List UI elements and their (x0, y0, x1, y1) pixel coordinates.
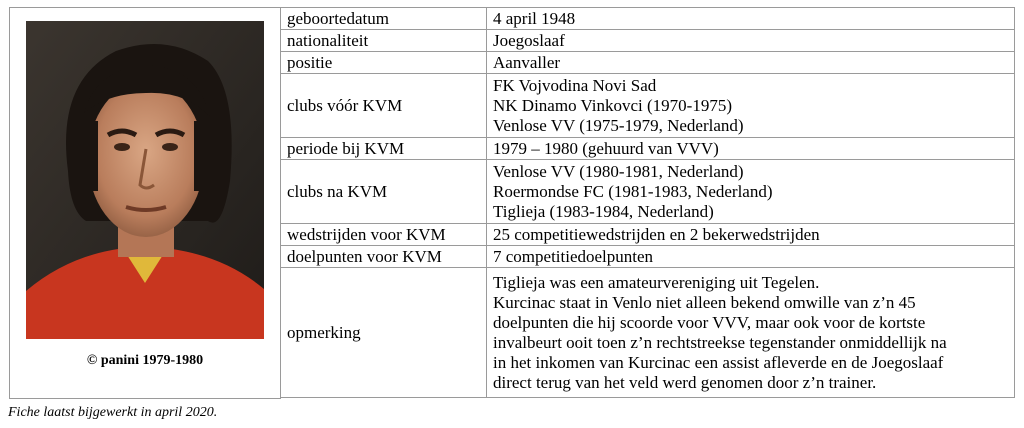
photo-credit: © panini 1979-1980 (86, 353, 204, 368)
remark-line: invalbeurt ooit toen z’n rechtstreekse tegenstander onmiddellijk na (493, 332, 947, 352)
footnote: Fiche laatst bijgewerkt in april 2020. (8, 405, 218, 420)
value-period: 1979 – 1980 (gehuurd van VVV) (487, 138, 1015, 160)
label-nationality: nationaliteit (281, 30, 487, 52)
club-after-item: Venlose VV (1980-1981, Nederland) (493, 161, 744, 181)
club-after-item: Roermondse FC (1981-1983, Nederland) (493, 181, 773, 201)
club-after-item: Tiglieja (1983-1984, Nederland) (493, 201, 714, 221)
value-remark (487, 268, 1015, 398)
photo-cell (10, 8, 281, 399)
label-matches: wedstrijden voor KVM (281, 224, 487, 246)
player-info-table (9, 7, 1015, 399)
row-birthdate (10, 8, 1015, 30)
remark-line: direct terug van het veld werd genomen door z’n trainer. (493, 372, 877, 392)
value-birthdate: 4 april 1948 (487, 8, 1015, 30)
label-clubs-after: clubs na KVM (281, 160, 487, 224)
label-remark: opmerking (281, 268, 487, 398)
value-position: Aanvaller (487, 52, 1015, 74)
remark-line: doelpunten die hij scoorde voor VVV, maar ook voor de kortste (493, 312, 926, 332)
value-matches: 25 competitiewedstrijden en 2 bekerwedstrijden (487, 224, 1015, 246)
value-clubs-before (487, 74, 1015, 138)
label-period: periode bij KVM (281, 138, 487, 160)
label-clubs-before: clubs vóór KVM (281, 74, 487, 138)
club-before-item: Venlose VV (1975-1979, Nederland) (493, 115, 744, 135)
value-goals: 7 competitiedoelpunten (487, 246, 1015, 268)
value-clubs-after (487, 160, 1015, 224)
label-goals: doelpunten voor KVM (281, 246, 487, 268)
remark-line: Tiglieja was een amateurvereniging uit Tegelen. (493, 272, 820, 292)
label-position: positie (281, 52, 487, 74)
remark-line: Kurcinac staat in Venlo niet alleen bekend omwille van z’n 45 (493, 292, 916, 312)
player-photo (26, 21, 264, 339)
player-portrait-image (26, 21, 264, 339)
label-birthdate: geboortedatum (281, 8, 487, 30)
club-before-item: NK Dinamo Vinkovci (1970-1975) (493, 95, 732, 115)
club-before-item: FK Vojvodina Novi Sad (493, 75, 657, 95)
value-nationality: Joegoslaaf (487, 30, 1015, 52)
remark-line: in het inkomen van Kurcinac een assist afleverde en de Joegoslaaf (493, 352, 944, 372)
